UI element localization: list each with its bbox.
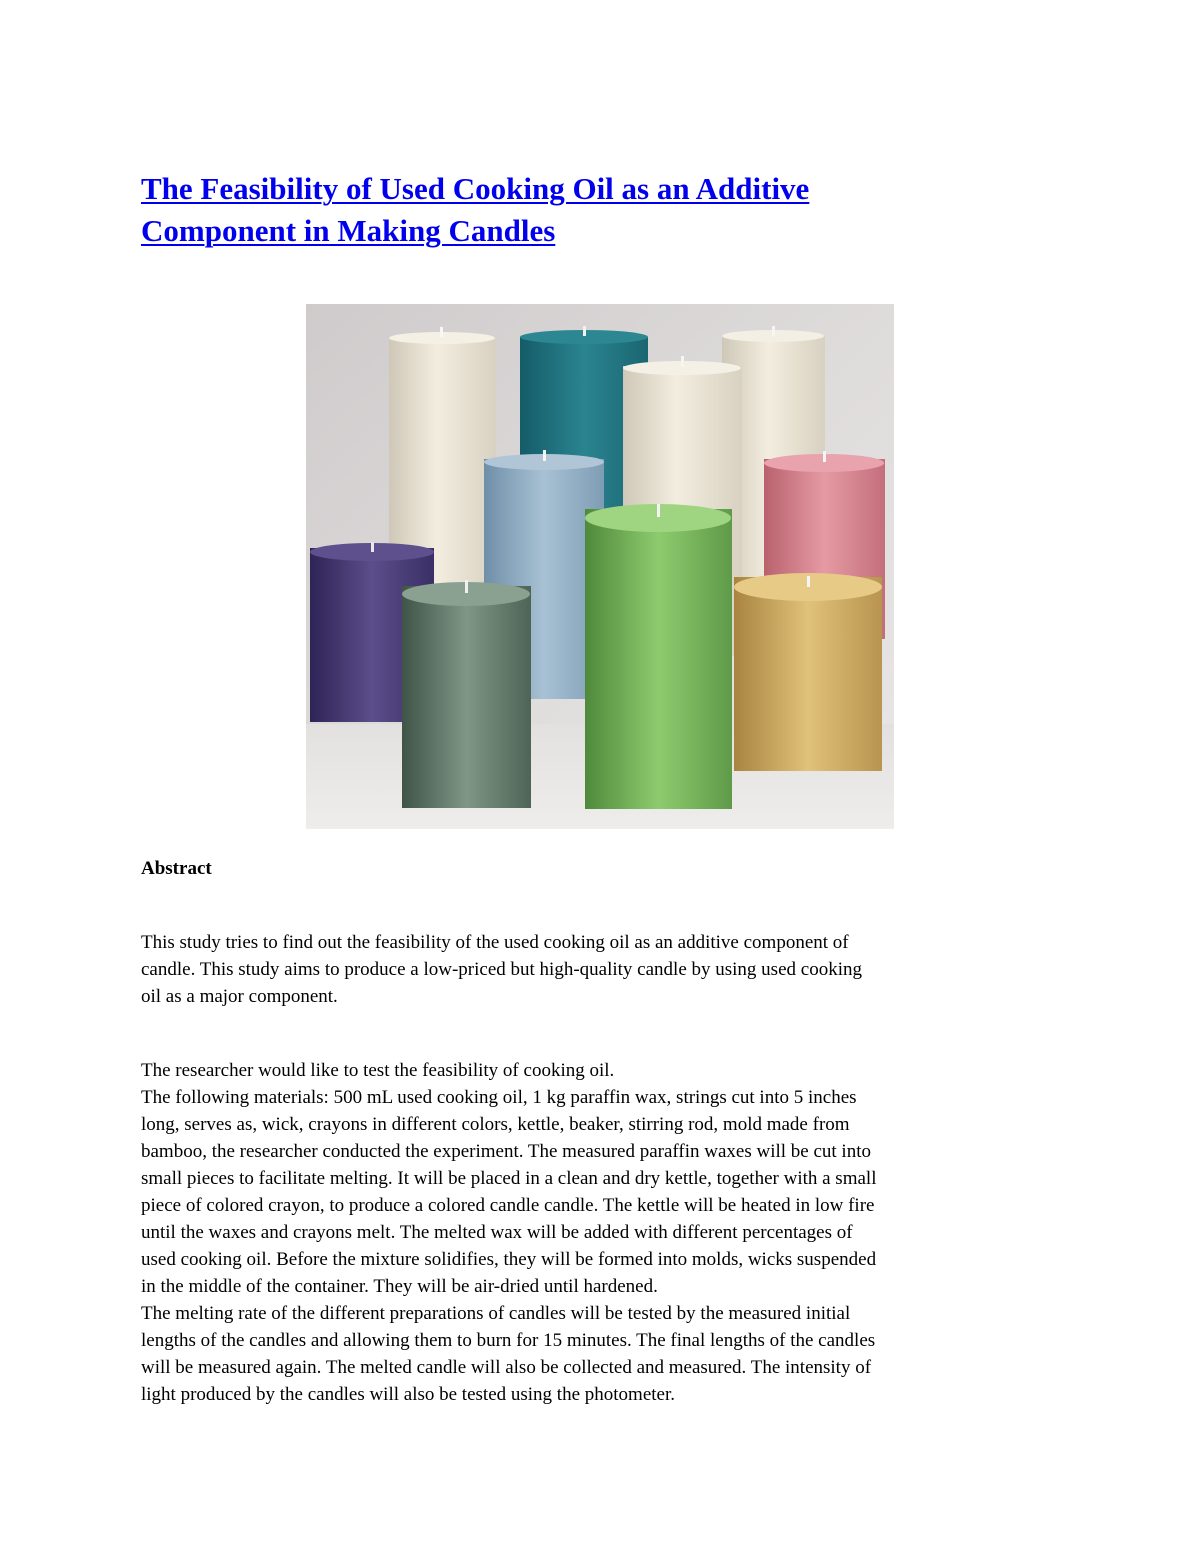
paragraph-line: The following materials: 500 mL used cooking oil, 1 kg paraffin wax, strings cut into 5 inches: [141, 1087, 857, 1108]
paragraph-line: bamboo, the researcher conducted the experiment. The measured paraffin waxes will be cut into: [141, 1141, 871, 1162]
paragraph-line: long, serves as, wick, crayons in different colors, kettle, beaker, stirring rod, mold made from: [141, 1114, 850, 1135]
title-line: The Feasibility of Used Cooking Oil as an Additive: [141, 171, 810, 206]
paragraph-line: small pieces to facilitate melting. It will be placed in a clean and dry kettle, together with a small: [141, 1168, 877, 1189]
paragraph-line: until the waxes and crayons melt. The melted wax will be added with different percentages of: [141, 1222, 853, 1243]
paragraph-line: piece of colored crayon, to produce a colored candle candle. The kettle will be heated in low fire: [141, 1195, 875, 1216]
candles-photo: [306, 304, 894, 829]
paragraph-line: The researcher would like to test the feasibility of cooking oil.: [141, 1060, 615, 1081]
title-line: Component in Making Candles: [141, 213, 556, 248]
paragraph-line: This study tries to find out the feasibility of the used cooking oil as an additive component of: [141, 932, 849, 953]
paragraph-line: oil as a major component.: [141, 986, 338, 1007]
abstract-paragraph: [141, 929, 1061, 1010]
document-title-link[interactable]: [141, 168, 1061, 252]
methods-paragraph: [141, 1057, 1061, 1408]
paragraph-line: lengths of the candles and allowing them to burn for 15 minutes. The final lengths of the candles: [141, 1330, 876, 1351]
abstract-heading: Abstract: [141, 858, 212, 879]
candles-photo-icon: [306, 304, 894, 829]
paragraph-line: used cooking oil. Before the mixture solidifies, they will be formed into molds, wicks suspended: [141, 1249, 877, 1270]
paragraph-line: candle. This study aims to produce a low-priced but high-quality candle by using used cooking: [141, 959, 862, 980]
paragraph-line: will be measured again. The melted candle will also be collected and measured. The intensity of: [141, 1357, 872, 1378]
paragraph-line: The melting rate of the different preparations of candles will be tested by the measured initial: [141, 1303, 851, 1324]
paragraph-line: light produced by the candles will also be tested using the photometer.: [141, 1384, 675, 1405]
paragraph-line: in the middle of the container. They will be air-dried until hardened.: [141, 1276, 658, 1297]
